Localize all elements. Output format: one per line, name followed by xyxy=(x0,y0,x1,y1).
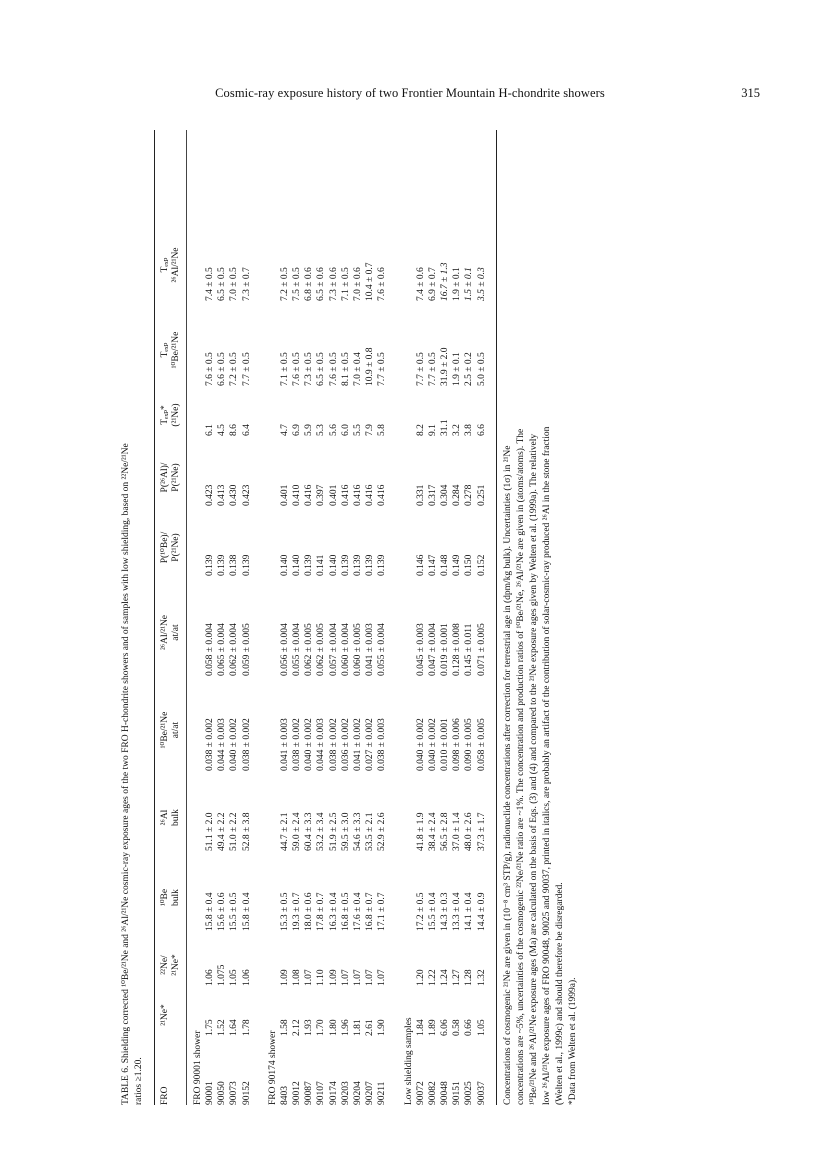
table-cell: 1.07 xyxy=(304,969,315,986)
table-cell: 90174 xyxy=(328,1081,339,1105)
table-cell: 52.9 ± 2.6 xyxy=(377,812,388,851)
table-cell: 1.22 xyxy=(427,969,438,986)
table-cell: 51.1 ± 2.0 xyxy=(205,812,215,851)
table-cell: 90203 xyxy=(340,1081,351,1105)
table-cell: 7.4 ± 0.6 xyxy=(415,267,426,301)
table-cell: 0.410 xyxy=(292,484,302,506)
table-cell: 6.1 xyxy=(205,424,215,436)
table-cell: 7.6 ± 0.5 xyxy=(328,352,339,386)
table-cell: 0.038 ± 0.002 xyxy=(328,718,339,771)
table-cell: 8.2 xyxy=(415,424,426,436)
table-cell: 7.6 ± 0.6 xyxy=(377,267,388,301)
table-cell: 0.416 xyxy=(340,484,351,506)
table-cell: 0.038 ± 0.003 xyxy=(377,718,388,771)
column-header-line-2: (²¹Ne) xyxy=(171,403,181,427)
table-cell: 6.5 ± 0.5 xyxy=(217,267,228,301)
column-header-line-1: ²¹Ne* xyxy=(160,1004,170,1026)
table-cell: 1.9 ± 0.1 xyxy=(452,352,463,386)
table-caption-line-2: ratios ≥1.20. xyxy=(134,1057,144,1105)
table-cell: 0.038 ± 0.002 xyxy=(205,718,215,771)
table-cell: 7.1 ± 0.5 xyxy=(279,352,290,386)
table-cell: 15.8 ± 0.4 xyxy=(241,892,252,931)
table-cell: 0.413 xyxy=(217,484,228,506)
table-cell: 6.8 ± 0.6 xyxy=(304,267,315,301)
table-cell: 0.430 xyxy=(229,484,240,506)
table-cell: 0.147 xyxy=(427,554,438,576)
table-cell: 0.055 ± 0.004 xyxy=(377,623,388,676)
table-cell: 17.1 ± 0.7 xyxy=(377,892,388,931)
table-cell: 0.071 ± 0.005 xyxy=(476,623,487,676)
column-header xyxy=(160,445,182,510)
table-cell: 0.098 ± 0.006 xyxy=(452,718,463,771)
table-cell: 0.401 xyxy=(279,484,290,506)
table-cell: 7.7 ± 0.5 xyxy=(415,352,426,386)
table-cell: 1.90 xyxy=(377,1019,388,1036)
table-cell: 90107 xyxy=(316,1081,327,1105)
table-cell: 0.401 xyxy=(328,484,339,506)
table-cell: 0.284 xyxy=(452,484,463,506)
table-cell: 7.7 ± 0.5 xyxy=(427,352,438,386)
table-cell: 6.9 xyxy=(292,424,302,436)
table-cell: 0.397 xyxy=(316,484,327,506)
table-cell: 0.062 ± 0.005 xyxy=(304,623,315,676)
header-rule xyxy=(186,130,187,1105)
column-header-line-1: P(²⁶Al)/ xyxy=(160,462,170,493)
table-cell: 14.1 ± 0.4 xyxy=(464,892,475,931)
table-cell: 1.78 xyxy=(241,1019,252,1036)
table-cell: 1.70 xyxy=(316,1019,327,1036)
table-cell: 3.8 xyxy=(464,424,475,436)
table-cell: 0.145 ± 0.011 xyxy=(464,623,475,676)
table-cell: 1.09 xyxy=(279,969,290,986)
table-cell: 17.8 ± 0.7 xyxy=(316,892,327,931)
table-cell: 0.139 xyxy=(365,554,376,576)
section-title: Low shielding samples xyxy=(403,1017,414,1105)
table-cell: 6.4 xyxy=(241,424,252,436)
table-caption-line-1: TABLE 6. Shielding corrected ¹⁰Be/²¹Ne and ²⁶Al/²¹Ne cosmic-ray exposure ages of the two FRO H-chondrite showers and of samples with low shielding, based on ²²Ne/²¹Ne xyxy=(121,443,131,1105)
table-cell: 0.044 ± 0.003 xyxy=(217,718,228,771)
table-cell: 0.141 xyxy=(316,554,327,576)
table-cell: 7.5 ± 0.5 xyxy=(292,267,302,301)
table-cell: 31.9 ± 2.0 xyxy=(440,347,450,386)
table-cell: 90072 xyxy=(415,1081,426,1105)
table-cell: 18.0 ± 0.6 xyxy=(304,892,315,931)
table-cell: 7.3 ± 0.5 xyxy=(304,352,315,386)
column-header-line-1: Tₑₓₚ xyxy=(160,342,170,358)
table-cell: 3.5 ± 0.3 xyxy=(476,267,487,301)
table-cell: 38.4 ± 2.4 xyxy=(427,812,438,851)
table-cell: 1.07 xyxy=(353,969,363,986)
table-cell: 0.040 ± 0.002 xyxy=(415,718,426,771)
table-cell: 90025 xyxy=(464,1081,475,1105)
table-cell: 2.61 xyxy=(365,1019,376,1036)
table-cell: 3.2 xyxy=(452,424,463,436)
table-cell: 7.3 ± 0.7 xyxy=(241,267,252,301)
table-cell: 0.060 ± 0.004 xyxy=(340,623,351,676)
table-cell: 0.036 ± 0.002 xyxy=(340,718,351,771)
table-footnote: ¹⁰Be/²¹Ne and ²⁶Al/²¹Ne exposure ages (Ma) are calculated on the basis of Eqs. (3) and (4) and compared to the ²¹Ne exposure ages given by Welten et al. (1999a). The relatively xyxy=(528,433,539,1105)
table-cell: 1.9 ± 0.1 xyxy=(452,267,463,301)
table-cell: 90211 xyxy=(377,1081,388,1105)
table-cell: 7.1 ± 0.5 xyxy=(340,267,351,301)
table-cell: 90050 xyxy=(217,1081,228,1105)
table-cell: 10.4 ± 0.7 xyxy=(365,262,376,301)
table-cell: 0.139 xyxy=(304,554,315,576)
column-header-line-2: at/at xyxy=(171,624,181,641)
table-cell: 31.1 xyxy=(440,419,450,436)
table-cell: 0.140 xyxy=(292,554,302,576)
table-cell: 0.040 ± 0.002 xyxy=(304,718,315,771)
table-cell: 1.89 xyxy=(427,1019,438,1036)
table-cell: 5.0 ± 0.5 xyxy=(476,352,487,386)
table-cell: 41.8 ± 1.9 xyxy=(415,812,426,851)
table-cell: 0.149 xyxy=(452,554,463,576)
table-cell: 4.5 xyxy=(217,424,228,436)
table-cell: 1.75 xyxy=(205,1019,215,1036)
table-cell: 0.059 ± 0.005 xyxy=(241,623,252,676)
table-cell: 17.6 ± 0.4 xyxy=(353,892,363,931)
column-header xyxy=(160,515,182,580)
table-cell: 37.3 ± 1.7 xyxy=(476,812,487,851)
page-header xyxy=(0,86,816,110)
table-cell: 0.139 xyxy=(205,554,215,576)
table-cell: 90073 xyxy=(229,1081,240,1105)
table-cell: 8.1 ± 0.5 xyxy=(340,352,351,386)
table-cell: 1.05 xyxy=(229,969,240,986)
column-header-line-2: bulk xyxy=(171,889,181,906)
table-cell: 0.027 ± 0.002 xyxy=(365,718,376,771)
table-cell: 1.64 xyxy=(229,1019,240,1036)
table-cell: 5.6 xyxy=(328,424,339,436)
table-cell: 49.4 ± 2.2 xyxy=(217,812,228,851)
table-cell: 0.057 ± 0.004 xyxy=(328,623,339,676)
table-cell: 60.4 ± 3.3 xyxy=(304,812,315,851)
column-header-line-1: Tₑₓₚ* xyxy=(160,405,170,425)
table-cell: 0.278 xyxy=(464,484,475,506)
table-cell: 1.06 xyxy=(205,969,215,986)
table-cell: 1.24 xyxy=(440,969,450,986)
table-cell: 0.139 xyxy=(340,554,351,576)
column-header xyxy=(160,780,182,855)
table-cell: 0.065 ± 0.004 xyxy=(217,623,228,676)
table-cell: 6.06 xyxy=(440,1019,450,1036)
table-cell: 0.055 ± 0.004 xyxy=(292,623,302,676)
table-cell: 6.5 ± 0.5 xyxy=(316,352,327,386)
table-cell: 6.6 ± 0.5 xyxy=(217,352,228,386)
table-cell: 1.09 xyxy=(328,969,339,986)
table-footnote: Concentrations of cosmogenic ²¹Ne are given in (10⁻⁸ cm³ STP/g), radionuclide concentrations after correction for terrestrial age in (dpm/kg bulk). Uncertainties (1σ) in ²¹Ne xyxy=(502,445,513,1105)
column-header xyxy=(160,940,182,990)
table-cell: 0.146 xyxy=(415,554,426,576)
table-cell: 15.3 ± 0.5 xyxy=(279,892,290,931)
table-cell: 48.0 ± 2.6 xyxy=(464,812,475,851)
table-cell: 0.060 ± 0.005 xyxy=(353,623,363,676)
column-header-line-1: FRO xyxy=(160,1086,170,1105)
table-cell: 1.27 xyxy=(452,969,463,986)
table-cell: 17.2 ± 0.5 xyxy=(415,892,426,931)
table-cell: 1.20 xyxy=(415,969,426,986)
section-title: FRO 90001 shower xyxy=(193,1030,203,1105)
table-cell: 0.058 ± 0.005 xyxy=(476,718,487,771)
table-cell: 0.331 xyxy=(415,484,426,506)
column-header xyxy=(160,390,182,440)
running-head: Cosmic-ray exposure history of two Frontier Mountain H-chondrite showers xyxy=(215,86,605,100)
table-footnote: low ²⁶Al/²¹Ne exposure ages of FRO 90048, 90025 and 90037, printed in italics, are probably an artifact of the contribution of solar-cosmic-ray produced ²⁶Al in the stone fraction xyxy=(541,426,552,1105)
table-cell: 0.045 ± 0.003 xyxy=(415,623,426,676)
table-cell: 0.416 xyxy=(304,484,315,506)
table-cell: 7.0 ± 0.4 xyxy=(353,352,363,386)
column-header xyxy=(160,310,182,390)
column-header xyxy=(160,860,182,935)
table-cell: 1.32 xyxy=(476,969,487,986)
table-cell: 7.3 ± 0.6 xyxy=(328,267,339,301)
table-cell: 0.139 xyxy=(217,554,228,576)
table-cell: 1.07 xyxy=(365,969,376,986)
column-header-line-1: ²⁶Al xyxy=(160,809,170,826)
table-cell: 0.058 ± 0.004 xyxy=(205,623,215,676)
table-cell: 6.0 xyxy=(340,424,351,436)
column-header-line-2: ²¹Ne* xyxy=(171,954,181,976)
table-cell: 7.0 ± 0.6 xyxy=(353,267,363,301)
column-header-line-1: ¹⁰Be/²¹Ne xyxy=(160,711,170,749)
table-cell: 2.5 ± 0.2 xyxy=(464,352,475,386)
table-cell: 59.0 ± 2.4 xyxy=(292,812,302,851)
table-cell: 51.9 ± 2.5 xyxy=(328,812,339,851)
table-cell: 0.140 xyxy=(328,554,339,576)
table-caption xyxy=(120,130,146,1105)
column-header xyxy=(160,990,171,1040)
table-cell: 7.6 ± 0.5 xyxy=(205,352,215,386)
table-cell: 90087 xyxy=(304,1081,315,1105)
table-cell: 44.7 ± 2.1 xyxy=(279,812,290,851)
table-footnote: *Data from Welten et al. (1999a). xyxy=(567,977,578,1105)
table-cell: 1.93 xyxy=(304,1019,315,1036)
table-cell: 0.317 xyxy=(427,484,438,506)
column-header-line-2: ¹⁰Be/²¹Ne xyxy=(171,331,181,369)
table-cell: 1.5 ± 0.1 xyxy=(464,267,475,301)
table-cell: 9.1 xyxy=(427,424,438,436)
table-cell: 7.2 ± 0.5 xyxy=(279,267,290,301)
table-cell: 16.7 ± 1.3 xyxy=(440,262,450,301)
table-cell: 53.5 ± 2.1 xyxy=(365,812,376,851)
table-cell: 7.4 ± 0.5 xyxy=(205,267,215,301)
table-top-rule xyxy=(154,130,155,1105)
table-cell: 1.81 xyxy=(353,1019,363,1036)
table-cell: 7.6 ± 0.5 xyxy=(292,352,302,386)
table-cell: 0.251 xyxy=(476,484,487,506)
table-cell: 15.8 ± 0.4 xyxy=(205,892,215,931)
table-cell: 1.07 xyxy=(377,969,388,986)
table-cell: 0.128 ± 0.008 xyxy=(452,623,463,676)
table-cell: 54.6 ± 3.3 xyxy=(353,812,363,851)
table-cell: 4.7 xyxy=(279,424,290,436)
rotated-table xyxy=(120,125,720,1125)
table-cell: 15.5 ± 0.4 xyxy=(427,892,438,931)
table-cell: 8403 xyxy=(279,1086,290,1105)
table-cell: 90207 xyxy=(365,1081,376,1105)
table-cell: 90037 xyxy=(476,1081,487,1105)
table-cell: 0.416 xyxy=(377,484,388,506)
column-header xyxy=(160,225,182,305)
table-cell: 14.3 ± 0.3 xyxy=(440,892,450,931)
table-cell: 7.9 xyxy=(365,424,376,436)
table-cell: 7.7 ± 0.5 xyxy=(241,352,252,386)
table-footnote: (Welten et al., 1999c) and should therefore be disregarded. xyxy=(554,882,565,1105)
table-cell: 1.05 xyxy=(476,1019,487,1036)
table-cell: 15.6 ± 0.6 xyxy=(217,892,228,931)
table-cell: 13.3 ± 0.4 xyxy=(452,892,463,931)
table-cell: 5.8 xyxy=(377,424,388,436)
page-number: 315 xyxy=(741,86,760,100)
table-cell: 0.062 ± 0.005 xyxy=(316,623,327,676)
column-header xyxy=(160,685,182,775)
table-cell: 1.52 xyxy=(217,1019,228,1036)
table-footnote: concentrations are ~5%, uncertainties of the cosmogenic ²²Ne/²¹Ne ratio are ~1%. The concentration and production ratios of ¹⁰Be/²¹Ne, ²⁶Al/²¹Ne are given in (atoms/atoms). The xyxy=(515,428,526,1105)
table-cell: 0.150 xyxy=(464,554,475,576)
column-header xyxy=(160,585,182,680)
table-bottom-rule xyxy=(496,130,497,1105)
table-cell: 0.66 xyxy=(464,1019,475,1036)
table-cell: 0.056 ± 0.004 xyxy=(279,623,290,676)
table-cell: 0.010 ± 0.001 xyxy=(440,718,450,771)
table-cell: 0.423 xyxy=(241,484,252,506)
table-cell: 6.5 ± 0.6 xyxy=(316,267,327,301)
table-cell: 16.3 ± 0.4 xyxy=(328,892,339,931)
table-cell: 0.090 ± 0.005 xyxy=(464,718,475,771)
table-cell: 6.9 ± 0.7 xyxy=(427,267,438,301)
table-cell: 90048 xyxy=(440,1081,450,1105)
table-cell: 0.152 xyxy=(476,554,487,576)
table-cell: 5.5 xyxy=(353,424,363,436)
column-header-line-1: Tₑₓₚ xyxy=(160,257,170,273)
table-cell: 1.96 xyxy=(340,1019,351,1036)
table-cell: 5.9 xyxy=(304,424,315,436)
column-header-line-1: ²²Ne/ xyxy=(160,955,170,975)
section-title: FRO 90174 shower xyxy=(267,1030,278,1105)
table-cell: 53.2 ± 3.4 xyxy=(316,812,327,851)
table-cell: 37.0 ± 1.4 xyxy=(452,812,463,851)
table-cell: 0.041 ± 0.003 xyxy=(365,623,376,676)
column-header xyxy=(160,1045,171,1105)
table-cell: 16.8 ± 0.5 xyxy=(340,892,351,931)
table-cell: 0.044 ± 0.003 xyxy=(316,718,327,771)
table-cell: 19.3 ± 0.7 xyxy=(292,892,302,931)
table-cell: 52.8 ± 3.8 xyxy=(241,812,252,851)
table-cell: 1.84 xyxy=(415,1019,426,1036)
table-cell: 8.6 xyxy=(229,424,240,436)
table-cell: 0.416 xyxy=(353,484,363,506)
column-header-line-2: P(²¹Ne) xyxy=(171,533,181,562)
table-cell: 51.0 ± 2.2 xyxy=(229,812,240,851)
table-cell: 90151 xyxy=(452,1081,463,1105)
table-cell: 0.304 xyxy=(440,484,450,506)
table-cell: 7.2 ± 0.5 xyxy=(229,352,240,386)
table-cell: 0.047 ± 0.004 xyxy=(427,623,438,676)
column-header-line-2: at/at xyxy=(171,721,181,739)
table-cell: 6.6 xyxy=(476,424,487,436)
table-cell: 0.58 xyxy=(452,1019,463,1036)
column-header-line-1: ¹⁰Be xyxy=(160,888,170,907)
table-cell: 0.040 ± 0.002 xyxy=(229,718,240,771)
table-cell: 1.06 xyxy=(241,969,252,986)
table-cell: 1.08 xyxy=(292,969,302,986)
table-cell: 10.9 ± 0.8 xyxy=(365,347,376,386)
table-cell: 1.075 xyxy=(217,964,228,986)
table-cell: 0.038 ± 0.002 xyxy=(292,718,302,771)
column-header-line-2: ²⁶Al/²¹Ne xyxy=(171,247,181,283)
table-cell: 5.3 xyxy=(316,424,327,436)
table-cell: 1.58 xyxy=(279,1019,290,1036)
table-cell: 0.140 xyxy=(279,554,290,576)
table-cell: 0.423 xyxy=(205,484,215,506)
column-header-line-1: ²⁶Al/²¹Ne xyxy=(160,614,170,651)
table-cell: 0.139 xyxy=(241,554,252,576)
table-cell: 1.10 xyxy=(316,969,327,986)
table-cell: 0.416 xyxy=(365,484,376,506)
table-cell: 90204 xyxy=(353,1081,363,1105)
table-cell: 7.7 ± 0.5 xyxy=(377,352,388,386)
table-cell: 90001 xyxy=(205,1081,215,1105)
table-cell: 1.80 xyxy=(328,1019,339,1036)
table-cell: 15.5 ± 0.5 xyxy=(229,892,240,931)
table-cell: 90152 xyxy=(241,1081,252,1105)
table-cell: 0.038 ± 0.002 xyxy=(241,718,252,771)
table-cell: 56.5 ± 2.8 xyxy=(440,812,450,851)
column-header-line-1: P(¹⁰Be)/ xyxy=(160,531,170,564)
table-cell: 0.040 ± 0.002 xyxy=(427,718,438,771)
column-header-line-2: P(²¹Ne) xyxy=(171,463,181,492)
table-cell: 0.019 ± 0.001 xyxy=(440,623,450,676)
table-cell: 0.138 xyxy=(229,554,240,576)
table-cell: 14.4 ± 0.9 xyxy=(476,892,487,931)
table-cell: 90012 xyxy=(292,1081,302,1105)
table-cell: 0.139 xyxy=(377,554,388,576)
table-cell: 2.12 xyxy=(292,1019,302,1036)
column-header-line-2: bulk xyxy=(171,809,181,826)
table-cell: 7.0 ± 0.5 xyxy=(229,267,240,301)
table-cell: 1.07 xyxy=(340,969,351,986)
table-cell: 0.041 ± 0.002 xyxy=(353,718,363,771)
table-cell: 16.8 ± 0.7 xyxy=(365,892,376,931)
table-cell: 0.148 xyxy=(440,554,450,576)
table-cell: 90082 xyxy=(427,1081,438,1105)
table-cell: 0.062 ± 0.004 xyxy=(229,623,240,676)
table-cell: 0.139 xyxy=(353,554,363,576)
table-cell: 0.041 ± 0.003 xyxy=(279,718,290,771)
table-cell: 1.28 xyxy=(464,969,475,986)
table-cell: 59.5 ± 3.0 xyxy=(340,812,351,851)
